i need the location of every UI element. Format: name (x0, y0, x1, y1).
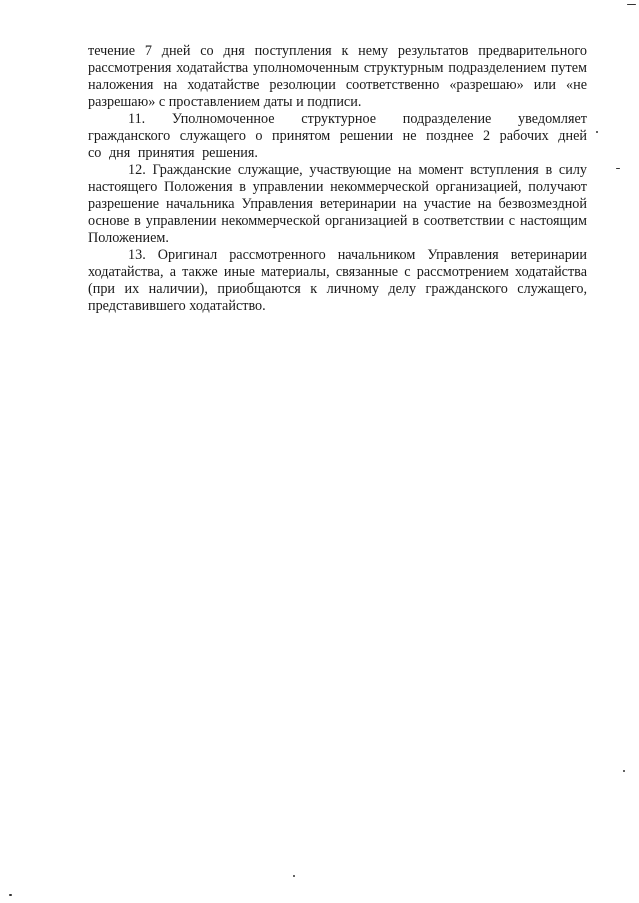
paragraph-12: 12. Гражданские служащие, участвующие на момент вступления в силу настоящего Положения в управлении некоммерческой организацией, получают разрешение начальника Управления ветеринарии на участие на безвозмездной основе в управлении некоммерческой организацией в соответствии с настоящим Положением. (88, 162, 587, 246)
paragraph-11: 11. Уполномоченное структурное подразделение уведомляет гражданского служащего о принятом решении не позднее 2 рабочих дней со дня принятия решения. (88, 111, 587, 161)
paragraph-continuation: течение 7 дней со дня поступления к нему результатов предварительного рассмотрения ходатайства уполномоченным структурным подразделением путем наложения на ходатайстве резолюции соответственно «разрешаю» или «не разрешаю» с проставлением даты и подписи. (88, 43, 587, 110)
paragraph-13: 13. Оригинал рассмотренного начальником Управления ветеринарии ходатайства, а также иные материалы, связанные с рассмотрением ходатайства (при их наличии), приобщаются к личному делу гражданского служащего, представившего ходатайство. (88, 247, 587, 314)
scan-mark (627, 4, 636, 5)
scan-mark (293, 875, 295, 877)
scan-mark (9, 894, 12, 896)
scan-mark (616, 168, 620, 169)
scan-mark (623, 770, 625, 772)
document-body (88, 43, 587, 315)
scan-mark (596, 131, 598, 133)
